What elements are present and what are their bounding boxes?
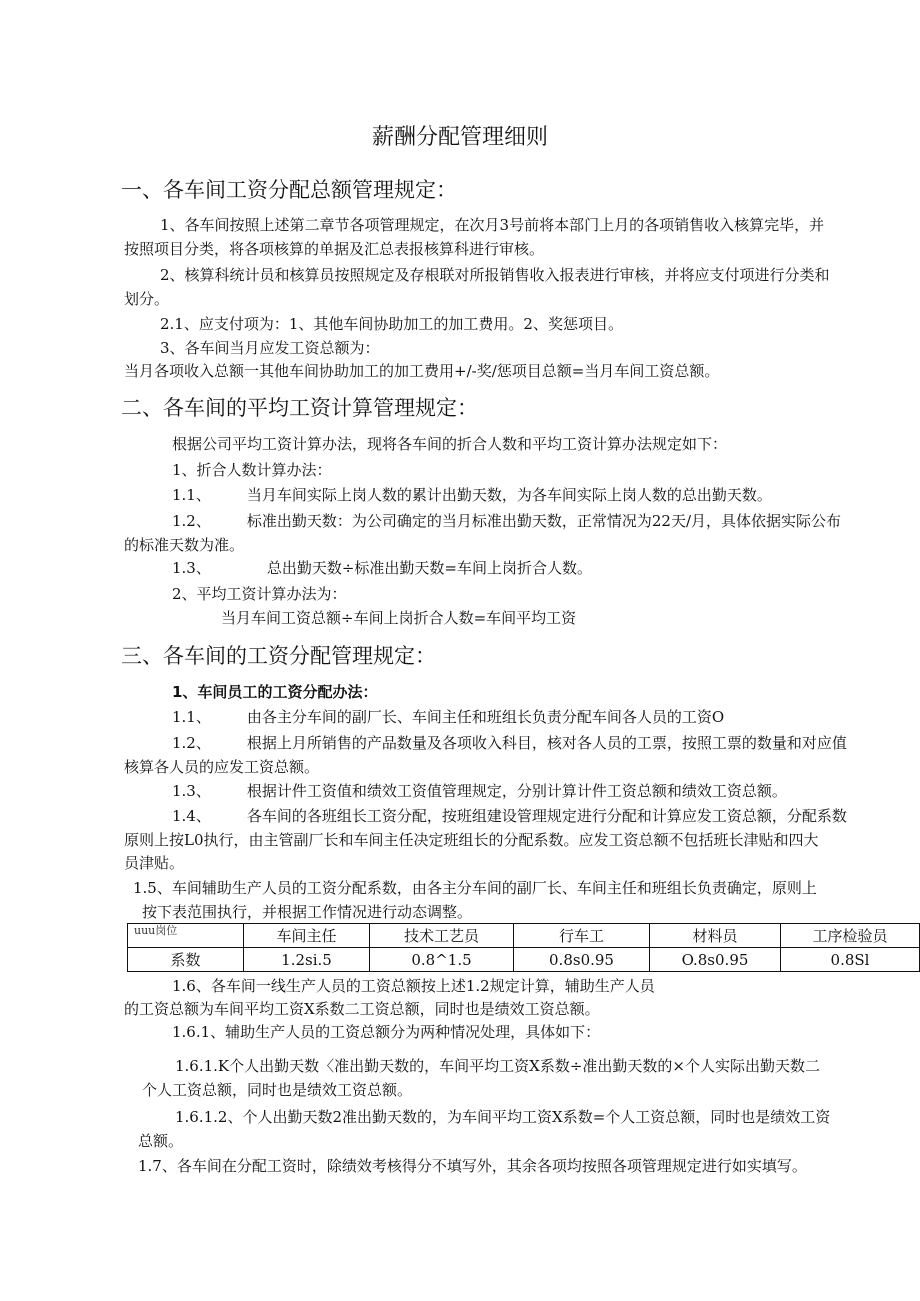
paragraph: 个人工资总额，同时也是绩效工资总额。 — [142, 1081, 413, 1099]
table-header-cell: 车间主任 — [244, 924, 370, 948]
clause-number: 1.2、 — [172, 512, 211, 530]
clause-number: 1.1、 — [172, 708, 211, 726]
table-row-label: 系数 — [128, 948, 244, 972]
paragraph: 的工资总额为车间平均工资X系数二工资总额，同时也是绩效工资总额。 — [124, 1000, 600, 1018]
clause-number: 1.3、 — [172, 559, 211, 577]
clause-text: 根据上月所销售的产品数量及各项收入科目，核对各人员的工票，按照工票的数量和对应值 — [246, 734, 847, 752]
clause-text: 当月车间实际上岗人数的累计出勤天数，为各车间实际上岗人数的总出勤天数。 — [246, 486, 772, 504]
clause-number: 1.2、 — [172, 734, 211, 752]
paragraph: 当月各项收入总额一其他车间协助加工的加工费用+/-奖/惩项目总额=当月车间工资总额。 — [124, 362, 720, 380]
paragraph: 1、各车间按照上述第二章节各项管理规定，在次月3号前将本部门上月的各项销售收入核算完毕，并 — [160, 216, 825, 234]
paragraph: 员津贴。 — [124, 854, 185, 872]
paragraph — [172, 707, 724, 727]
section-3-heading: 三、各车间的工资分配管理规定： — [121, 644, 436, 668]
paragraph: 的标准天数为准。 — [124, 536, 245, 554]
paragraph — [172, 781, 787, 801]
paragraph: 根据公司平均工资计算办法，现将各车间的折合人数和平均工资计算办法规定如下： — [172, 435, 728, 453]
clause-text: 总出勤天数÷标准出勤天数=车间上岗折合人数。 — [266, 559, 592, 577]
paragraph: 当月车间工资总额÷车间上岗折合人数=车间平均工资 — [221, 609, 577, 627]
paragraph: 原则上按L0执行，由主管副厂长和车间主任决定班组长的分配系数。应发工资总额不包括班长津贴和四大 — [124, 831, 819, 849]
table-header-cell: 材料员 — [650, 924, 781, 948]
paragraph: 总额。 — [138, 1132, 184, 1150]
clause-text: 标准出勤天数：为公司确定的当月标准出勤天数，正常情况为22天/月，具体依据实际公布 — [246, 512, 842, 530]
paragraph: 按下表范围执行，并根据工作情况进行动态调整。 — [142, 903, 473, 921]
clause-number: 1.1、 — [172, 486, 211, 504]
table-header-cell: 工序检验员 — [781, 924, 920, 948]
table-cell: 0.8s0.95 — [514, 948, 650, 972]
paragraph: 1、折合人数计算办法： — [172, 461, 332, 479]
paragraph — [172, 558, 592, 578]
subheading: 1、车间员工的工资分配办法： — [172, 683, 378, 701]
paragraph: 1.7、各车间在分配工资时，除绩效考核得分不填写外，其余各项均按照各项管理规定进行如实填写。 — [138, 1157, 807, 1175]
paragraph: 2、平均工资计算办法为： — [172, 585, 347, 603]
table-header-cell: 行车工 — [514, 924, 650, 948]
table-row — [128, 948, 920, 972]
table-cell: 1.2si.5 — [244, 948, 370, 972]
table-header-cell: 技术工艺员 — [370, 924, 514, 948]
clause-text: 各车间的各班组长工资分配，按班组建设管理规定进行分配和计算应发工资总额，分配系数 — [246, 807, 847, 825]
coefficient-table — [127, 923, 920, 972]
paragraph: 3、各车间当月应发工资总额为： — [160, 339, 380, 357]
paragraph: 2、核算科统计员和核算员按照规定及存根联对所报销售收入报表进行审核，并将应支付项进行分类和 — [160, 266, 830, 284]
paragraph — [172, 485, 772, 505]
clause-text: 由各主分车间的副厂长、车间主任和班组长负责分配车间各人员的工资O — [246, 708, 725, 726]
table-header-row — [128, 924, 920, 948]
clause-number: 1.4、 — [172, 807, 211, 825]
paragraph: 1.6、各车间一线生产人员的工资总额按上述1.2规定计算，辅助生产人员 — [172, 977, 655, 995]
table-cell: 0.8^1.5 — [370, 948, 514, 972]
paragraph: 划分。 — [124, 290, 170, 308]
clause-number: 1.3、 — [172, 782, 211, 800]
paragraph — [172, 733, 847, 753]
paragraph: 核算各人员的应发工资总额。 — [124, 758, 320, 776]
table-corner-label: uuu岗位 — [134, 924, 178, 937]
clause-text: 根据计件工资值和绩效工资值管理规定，分别计算计件工资总额和绩效工资总额。 — [246, 782, 787, 800]
section-2-heading: 二、各车间的平均工资计算管理规定： — [121, 396, 478, 420]
document-title: 薪酬分配管理细则 — [371, 125, 548, 150]
paragraph — [172, 511, 841, 531]
section-1-heading: 一、各车间工资分配总额管理规定： — [121, 178, 457, 202]
paragraph — [172, 806, 847, 826]
paragraph: 按照项目分类，将各项核算的单据及汇总表报核算科进行审核。 — [124, 240, 545, 258]
paragraph: 2.1、应支付项为：1、其他车间协助加工的加工费用。2、奖惩项目。 — [160, 315, 623, 333]
table-corner-cell — [128, 924, 244, 948]
table-cell: 0.8Sl — [781, 948, 920, 972]
paragraph: 1.5、车间辅助生产人员的工资分配系数，由各主分车间的副厂长、车间主任和班组长负责确定，原则上 — [133, 879, 817, 897]
table-cell: O.8s0.95 — [650, 948, 781, 972]
paragraph: 1.6.1.2、个人出勤天数2准出勤天数的，为车间平均工资X系数=个人工资总额，同时也是绩效工资 — [175, 1108, 831, 1126]
paragraph: 1.6.1.K个人出勤天数〈准出勤天数的，车间平均工资X系数÷准出勤天数的×个人实际出勤天数二 — [175, 1057, 820, 1075]
paragraph: 1.6.1、辅助生产人员的工资总额分为两种情况处理，具体如下： — [172, 1023, 601, 1041]
